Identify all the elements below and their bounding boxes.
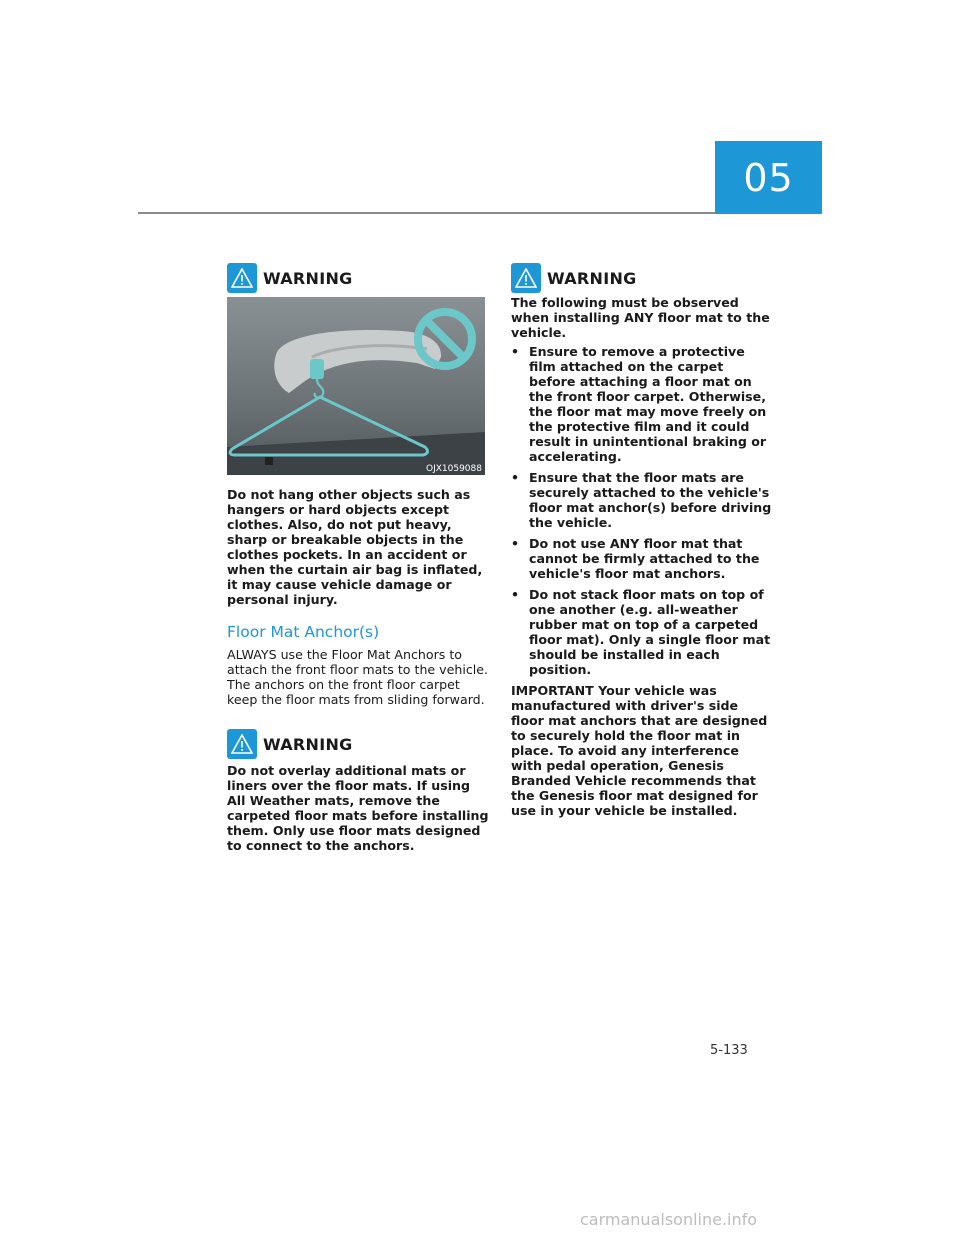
warning-triangle-icon	[227, 729, 257, 759]
header-rule	[138, 212, 715, 214]
floor-mat-anchor-description: ALWAYS use the Floor Mat Anchors to attach the front floor mats to the vehicle. The anchors on the front floor carpet keep the floor mats from sliding forward.	[227, 647, 489, 707]
section-heading-floor-mat-anchor: Floor Mat Anchor(s)	[227, 623, 380, 641]
page-number: 5-133	[710, 1043, 748, 1058]
warning-triangle-icon	[227, 263, 257, 293]
warning-bullet-list	[511, 344, 773, 677]
warning-title: WARNING	[263, 734, 353, 754]
watermark: carmanualsonline.info	[580, 1210, 758, 1229]
chapter-tab	[715, 141, 822, 214]
list-item: • Ensure to remove a protective film attached on the carpet before attaching a floor mat on the front floor carpet. Otherwise, the floor mat may move freely on the protective film and it could result in unintentional braking or accelerating.	[511, 344, 767, 464]
warning-title: WARNING	[547, 268, 637, 288]
list-item: • Do not stack floor mats on top of one another (e.g. all-weather rubber mat on top of a carpeted floor mat). Only a single floor mat should be installed in each position.	[511, 587, 771, 677]
figure-code: OJX1059088	[426, 464, 482, 474]
warning-text-hanger: Do not hang other objects such as hangers or hard objects except clothes. Also, do not put heavy, sharp or breakable objects in the clothes pockets. In an accident or when the curtain air bag is inflated, it may cause vehicle damage or personal injury.	[227, 487, 483, 607]
warning-header	[511, 263, 773, 293]
warning-text-overlay-mats: Do not overlay additional mats or liners over the floor mats. If using All Weather mats, remove the carpeted floor mats before installing them. Only use floor mats designed to connect to the anchors.	[227, 763, 489, 853]
important-note: IMPORTANT Your vehicle was manufactured with driver's side floor mat anchors that are designed to securely hold the floor mat in place. To avoid any interference with pedal operation, Genesis Branded Vehicle recommends that the Genesis floor mat designed for use in your vehicle be installed.	[511, 683, 768, 818]
warning-intro: The following must be observed when installing ANY floor mat to the vehicle.	[511, 295, 770, 340]
figure-hanger-grab-handle	[227, 297, 485, 475]
warning-header	[227, 263, 489, 293]
list-item: • Do not use ANY floor mat that cannot be firmly attached to the vehicle's floor mat anchors.	[511, 536, 760, 581]
right-column	[511, 263, 773, 818]
chapter-number: 05	[743, 155, 794, 200]
warning-triangle-icon	[511, 263, 541, 293]
left-column	[227, 263, 489, 853]
list-item: • Ensure that the floor mats are securely attached to the vehicle's floor mat anchor(s) before driving the vehicle.	[511, 470, 772, 530]
warning-header	[227, 729, 489, 759]
hanger-illustration	[227, 297, 485, 475]
warning-title: WARNING	[263, 268, 353, 288]
